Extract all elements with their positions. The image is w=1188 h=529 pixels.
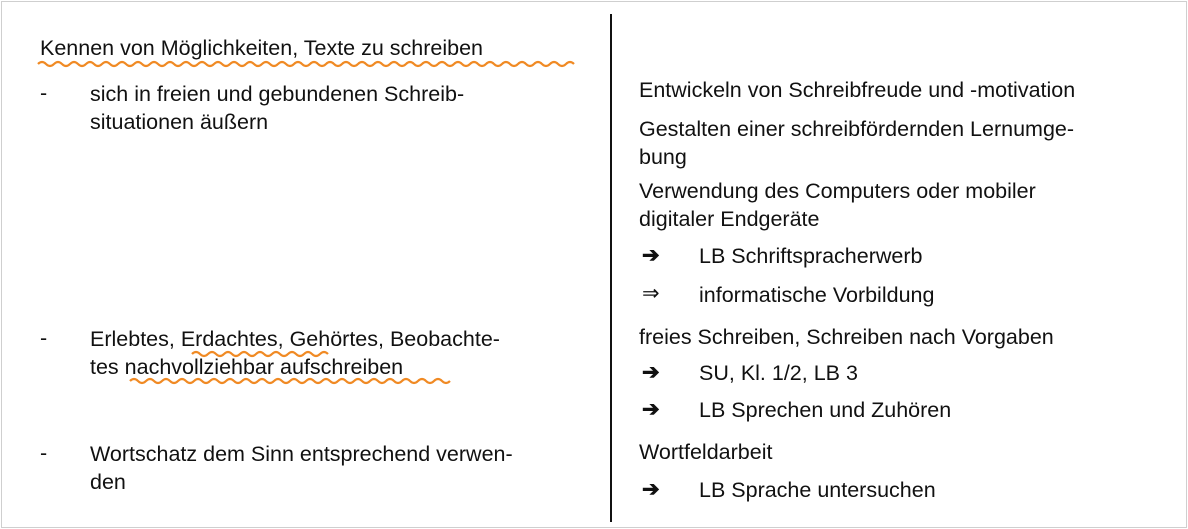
right-p5: Wortfeldarbeit	[639, 440, 773, 464]
left-item2-line1	[90, 326, 500, 352]
bullet-dash: -	[40, 326, 48, 350]
right-p4: freies Schreiben, Schreiben nach Vorgaben	[639, 325, 1054, 349]
right-ref4: LB Sprechen und Zuhören	[699, 398, 952, 422]
right-ref2: informatische Vorbildung	[699, 283, 935, 307]
arrow-icon: ➔	[642, 361, 660, 384]
right-p1: Entwickeln von Schreibfreude und -motivation	[639, 78, 1076, 102]
item2-text-a: Erlebtes,	[90, 327, 181, 351]
bullet-dash: -	[40, 441, 48, 465]
right-p3-line1: Verwendung des Computers oder mobiler	[639, 179, 1036, 203]
item2-text-c: Gehörtes, Beobachte-	[283, 327, 500, 351]
right-ref5: LB Sprache untersuchen	[699, 478, 936, 502]
right-ref3: SU, Kl. 1/2, LB 3	[699, 361, 858, 385]
right-p3-line2: digitaler Endgeräte	[639, 207, 820, 231]
bullet-dash: -	[40, 81, 48, 105]
column-divider	[610, 14, 612, 522]
left-heading: Kennen von Möglichkeiten, Texte zu schreiben	[40, 36, 484, 60]
right-ref1: LB Schriftspracherwerb	[699, 244, 923, 268]
item2-text-tes: tes	[90, 355, 125, 379]
arrow-icon: ➔	[642, 398, 660, 421]
arrow-icon: ➔	[642, 478, 660, 501]
right-p2-line2: bung	[639, 145, 687, 169]
arrow-icon: ➔	[642, 244, 660, 267]
left-item3-line2: den	[90, 470, 126, 494]
heading-squiggle-underline	[38, 60, 580, 68]
implies-arrow-icon: ⇒	[642, 282, 660, 305]
item2-text-erdachtes: Erdachtes,	[180, 327, 284, 351]
document-frame	[1, 1, 1187, 528]
item2-text-nachvollziehbar: nachvollziehbar aufschreiben	[124, 355, 404, 379]
left-item3-line1: Wortschatz dem Sinn entsprechend verwen-	[90, 442, 513, 466]
nachvollziehbar-squiggle-underline	[130, 377, 456, 385]
right-p2-line1: Gestalten einer schreibfördernden Lernumge-	[639, 117, 1075, 141]
left-item1-line2: situationen äußern	[90, 110, 269, 134]
left-item1-line1: sich in freien und gebundenen Schreib-	[90, 82, 465, 106]
